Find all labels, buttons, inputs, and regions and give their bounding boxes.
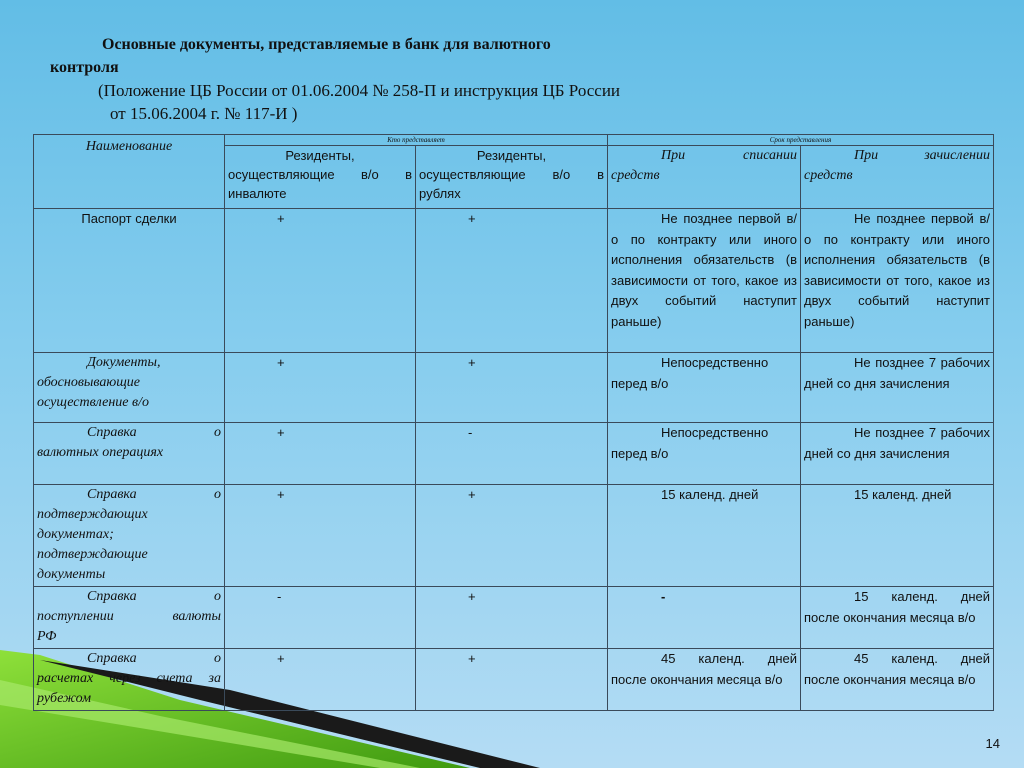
title-subtitle-line: (Положение ЦБ России от 01.06.2004 № 258-П и инструкция ЦБ России <box>98 81 621 100</box>
row-write-off-term: 15 календ. дней <box>608 485 801 587</box>
header-term: Срок представления <box>608 135 994 146</box>
header-text: Резиденты, <box>476 148 547 163</box>
header-text: осуществляющие в/о в <box>419 167 604 182</box>
header-write-off <box>608 146 801 209</box>
header-text: инвалюте <box>228 186 287 201</box>
header-name: Наименование <box>34 135 225 209</box>
row-name-text: Справка о <box>87 589 221 604</box>
header-residents-foreign <box>225 146 416 209</box>
row-name <box>34 209 225 353</box>
table-row <box>34 209 994 353</box>
row-rub-mark: + <box>416 353 608 423</box>
row-write-off-term: Непосредственно перед в/о <box>608 353 801 423</box>
row-foreign-mark: - <box>225 587 416 649</box>
row-name-text: подтверждающих <box>37 507 148 522</box>
header-who: Кто представляет <box>225 135 608 146</box>
row-name-text: обосновывающие <box>37 375 141 390</box>
row-rub-mark: + <box>416 209 608 353</box>
header-text: При списании <box>661 148 797 163</box>
header-text: При зачислении <box>854 148 991 163</box>
row-name-text: осуществление в/о <box>37 395 149 410</box>
row-credit-term: Не позднее первой в/о по контракту или иного исполнения обязательств (в зависимости от того, какое из двух событий наступит раньше) <box>801 209 994 353</box>
page-number: 14 <box>985 736 1000 751</box>
table-row <box>34 587 994 649</box>
row-name <box>34 485 225 587</box>
header-text: осуществляющие в/о в <box>228 167 412 182</box>
title-line: Основные документы, представляемые в банк для валютного <box>102 36 551 53</box>
row-name-text: документы <box>37 567 106 582</box>
row-name-text: документах; <box>37 527 114 542</box>
row-credit-term: 15 календ. дней после окончания месяца в/о <box>801 587 994 649</box>
row-name-text: Документы, <box>87 355 161 370</box>
row-name-text: Справка о <box>87 487 221 502</box>
row-rub-mark: - <box>416 423 608 485</box>
slide-title <box>50 33 750 125</box>
row-rub-mark: + <box>416 485 608 587</box>
row-write-off-term: Не позднее первой в/о по контракту или иного исполнения обязательств (в зависимости от того, какое из двух событий наступит раньше) <box>608 209 801 353</box>
row-name-text: валютных операциях <box>37 445 164 460</box>
row-name-text: Справка о <box>87 651 221 666</box>
row-foreign-mark: + <box>225 353 416 423</box>
row-credit-term: Не позднее 7 рабочих дней со дня зачисления <box>801 353 994 423</box>
row-name <box>34 423 225 485</box>
row-name-text: РФ <box>37 629 57 644</box>
row-foreign-mark: + <box>225 649 416 711</box>
table-row <box>34 353 994 423</box>
row-name-text: рубежом <box>37 691 92 706</box>
row-name-text: расчетах через счета за <box>37 671 221 686</box>
row-foreign-mark: + <box>225 423 416 485</box>
header-text: Резиденты, <box>285 148 355 163</box>
header-text: рублях <box>419 186 461 201</box>
title-line: контроля <box>50 59 119 76</box>
row-name-text: Паспорт сделки <box>81 211 177 226</box>
header-residents-rub <box>416 146 608 209</box>
row-name <box>34 353 225 423</box>
documents-table <box>33 134 994 711</box>
row-credit-term: 15 календ. дней <box>801 485 994 587</box>
row-foreign-mark: + <box>225 209 416 353</box>
row-write-off-term: - <box>608 587 801 649</box>
row-write-off-term: 45 календ. дней после окончания месяца в/о <box>608 649 801 711</box>
header-text: средств <box>804 168 853 183</box>
table-row <box>34 485 994 587</box>
row-credit-term: Не позднее 7 рабочих дней со дня зачисления <box>801 423 994 485</box>
row-name-text: Справка о <box>87 425 221 440</box>
row-credit-term: 45 календ. дней после окончания месяца в/о <box>801 649 994 711</box>
title-subtitle-line: от 15.06.2004 г. № 117-И ) <box>110 104 298 123</box>
row-rub-mark: + <box>416 649 608 711</box>
table-header-row <box>34 135 994 146</box>
row-name-text: подтверждающие <box>37 547 148 562</box>
row-name-text: поступлении валюты <box>37 609 221 624</box>
header-credit <box>801 146 994 209</box>
header-text: средств <box>611 168 660 183</box>
row-foreign-mark: + <box>225 485 416 587</box>
row-name <box>34 649 225 711</box>
row-name <box>34 587 225 649</box>
table-row <box>34 423 994 485</box>
row-write-off-term: Непосредственно перед в/о <box>608 423 801 485</box>
row-rub-mark: + <box>416 587 608 649</box>
table-row <box>34 649 994 711</box>
